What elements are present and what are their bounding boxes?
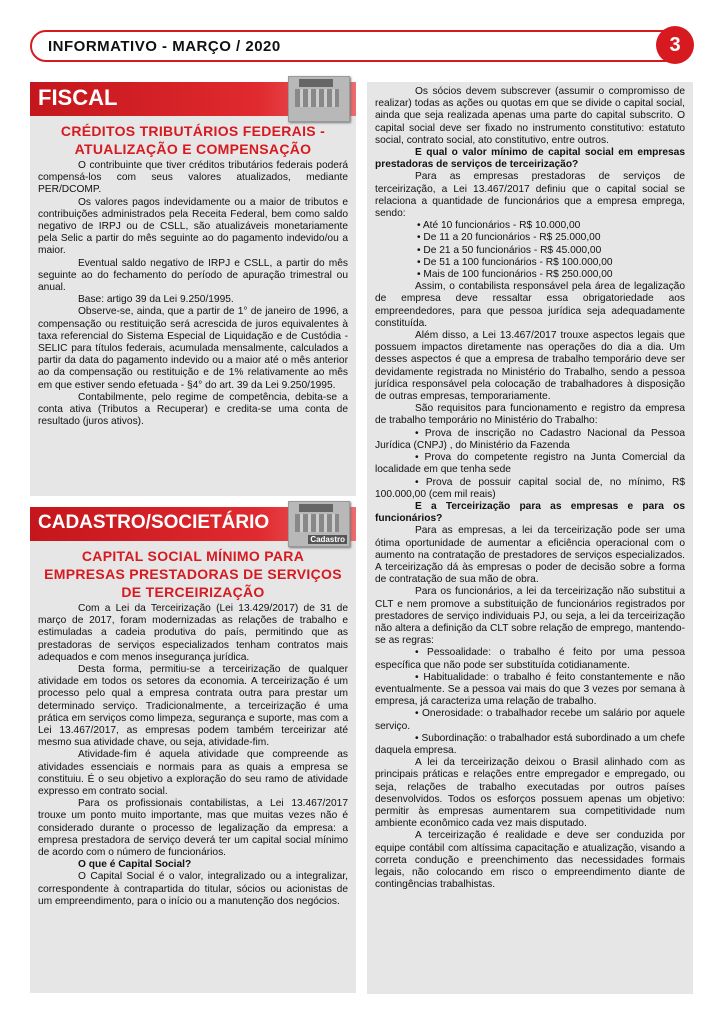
list-item: • Prova do competente registro na Junta Comercial da localidade em que tenha sede [375, 452, 685, 476]
paragraph: A lei da terceirização deixou o Brasil alinhado com as principais práticas e relações entre empregador e empregado, ou seja, relações de trabalho executadas por outros países desenvolvidos. Todos os esforços possuem apenas um objetivo: permitir às empresas aumentarem sua competitividade num ambiente econômico cada vez mais disputado. [375, 757, 685, 830]
paragraph: Eventual saldo negativo de IRPJ e CSLL, a partir do mês seguinte ao do fechamento do período de apuração trimestral ou anual. [38, 257, 348, 294]
paragraph: São requisitos para funcionamento e registro da empresa de trabalho temporário no Ministério do Trabalho: [375, 403, 685, 427]
question-heading: E a Terceirização para as empresas e para os funcionários? [375, 500, 685, 525]
question-heading: E qual o valor mínimo de capital social em empresas prestadoras de serviços de terceirização? [375, 147, 685, 171]
list-item: • Pessoalidade: o trabalho é feito por uma pessoa específica que não pode ser substituída cotidianamente. [375, 647, 686, 671]
paragraph: Para os profissionais contabilistas, a Lei 13.467/2017 trouxe um ponto muito importante, mas que muitas vezes não é considerado durante o processo de legalização da empresa: a empresa prestadora de serviço deverá ter um capital social mínimo de acordo com o número de funcionários. [38, 798, 348, 859]
page-number-badge: 3 [656, 26, 694, 64]
paragraph: Os sócios devem subscrever (assumir o compromisso de realizar) todas as ações ou quotas em que se divide o capital social, ainda que seja realizada apenas uma parte do capital subscrito. O capital social deve ser fixado no instrumento constitutivo: estatuto social, contrato social, ato constitutivo, entre outros. [375, 86, 685, 146]
cadastro-illustration [288, 501, 350, 547]
paragraph: Desta forma, permitiu-se a terceirização de qualquer atividade em todos os setores da economia. A terceirização é um processo pelo qual a empresa contrata outra para prestar um determinado serviço. Tradicionalmente, a terceirização é uma prática em serviços como limpeza, segurança e suporte, mas com a Lei 13.467/2017, as empresas podem também terceirizar até mesmo sua atividade chave, ou seja, atividade-fim. [38, 664, 348, 749]
article-body [30, 603, 356, 908]
section-bar-fiscal [30, 82, 356, 116]
paragraph: Para as empresas prestadoras de serviços de terceirização, a Lei 13.467/2017 definiu que o capital social se relaciona a quantidade de funcionários que a empresa emprega, sendo: [375, 171, 685, 220]
paragraph: O Capital Social é o valor, integralizado ou a integralizar, correspondente à contrapartida do titular, sócios ou acionistas de um empreendimento, para o início ou a manutenção dos negócios. [38, 871, 348, 907]
image-caption: Cadastro [310, 535, 345, 544]
page-header [30, 30, 692, 62]
continuation-column [367, 82, 693, 994]
fiscal-section [30, 82, 356, 496]
paragraph: Observe-se, ainda, que a partir de 1° de janeiro de 1996, a compensação ou restituição será acrescida de juros equivalentes à taxa referencial do Sistema Especial de Liquidação e de Custódia - SELIC para títulos federais, acumulada mensalmente, calculados a partir da data do pagamento indevido ou a maior até o mês anterior ao da compensação ou restituição e de 1% relativamente ao mês em que estiver sendo efetuada - §4° do art. 39 da Lei 9.250/1995. [38, 306, 348, 391]
list-item: • Prova de possuir capital social de, no mínimo, R$ 100.000,00 (cem mil reais) [375, 476, 685, 500]
list-item: • Subordinação: o trabalhador está subordinado a um chefe daquela empresa. [375, 732, 685, 756]
list-item: • De 21 a 50 funcionários - R$ 45.000,00 [417, 245, 685, 257]
article-body [367, 82, 693, 891]
section-label: FISCAL [38, 85, 118, 110]
section-bar-cadastro [30, 507, 356, 544]
list-item: • Prova de inscrição no Cadastro Nacional da Pessoa Jurídica (CNPJ) , do Ministério da Fazenda [375, 427, 685, 451]
paragraph: O contribuinte que tiver créditos tributários federais poderá compensá-los com seus valores atualizados, mediante PER/DCOMP. [38, 160, 348, 196]
calculator-illustration [288, 76, 350, 122]
paragraph: Para as empresas, a lei da terceirização pode ser uma ótima oportunidade de aumentar a eficiência operacional com o aumento na contratação de prestadores de serviços especializados. A terceirização dá às empresas o poder de decisão sobre a forma de contratação de sua mão de obra. [375, 525, 685, 586]
article-title: CRÉDITOS TRIBUTÁRIOS FEDERAIS - ATUALIZAÇÃO E COMPENSAÇÃO [60, 123, 326, 157]
section-label: CADASTRO/SOCIETÁRIO [38, 512, 270, 533]
paragraph: Base: artigo 39 da Lei 9.250/1995. [78, 294, 234, 306]
paragraph: Contabilmente, pelo regime de competência, debita-se a conta ativa (Tributos a Recuperar) e credita-se uma conta de resultado (juros ativos). [38, 391, 348, 428]
list-item: • De 11 a 20 funcionários - R$ 25.000,00 [417, 232, 685, 244]
list-item: • Até 10 funcionários - R$ 10.000,00 [417, 220, 685, 232]
paragraph: Para os funcionários, a lei da terceirização não substitui a CLT e nem promove a substituição de funcionários registrados por prestadores de serviço individuais PJ, ou seja, a lei da terceirização não altera a definição da CLT sobre relação de emprego, mantendo-se as regras: [375, 586, 685, 647]
list-item: • De 51 a 100 funcionários - R$ 100.000,00 [417, 257, 685, 269]
list-item: • Mais de 100 funcionários - R$ 250.000,00 [417, 269, 685, 281]
paragraph: Os valores pagos indevidamente ou a maior de tributos e contribuições administrados pela Receita Federal, bem como saldo negativo de IRPJ ou de CSLL, são atualizáveis monetariamente pela Selic a partir do mês seguinte ao do pagamento indevido/ou a maior. [38, 196, 348, 257]
paragraph: Com a Lei da Terceirização (Lei 13.429/2017) de 31 de março de 2017, foram modernizadas as relações de trabalho e estimuladas a cadeia produtiva do país, permitindo que as prestadoras de serviços especializados tenham contratos mais adequados e com menos insegurança jurídica. [38, 603, 348, 663]
cadastro-section [30, 507, 356, 993]
article-body [30, 160, 356, 428]
paragraph: Atividade-fim é aquela atividade que compreende as atividades essenciais e normais para as quais a empresa se constituiu. É o seu objetivo a exploração do seu ramo de atividade expresso em contrato social. [38, 749, 348, 798]
newsletter-title: INFORMATIVO - MARÇO / 2020 [48, 38, 281, 55]
capital-ranges-list [375, 220, 685, 281]
list-item: • Onerosidade: o trabalhador recebe um salário por aquele serviço. [375, 708, 685, 732]
list-item: • Habitualidade: o trabalho é feito constantemente e não eventualmente. Se a pessoa vai mais do que 3 vezes por semana à empresa, já caracteriza uma relação de trabalho. [375, 671, 685, 708]
paragraph: Além disso, a Lei 13.467/2017 trouxe aspectos legais que possuem impactos diretamente nas operações do dia a dia. Um desses aspectos é que a empresa de trabalho temporário deve ser devidamente registrada no Ministério do Trabalho, sendo a pessoa jurídica responsável pela colocação de trabalhadores à disposição de outras empresas, temporariamente. [375, 330, 685, 403]
article-title: CAPITAL SOCIAL MÍNIMO PARA EMPRESAS PRESTADORAS DE SERVIÇOS DE TERCEIRIZAÇÃO [44, 548, 342, 600]
paragraph: Assim, o contabilista responsável pela área de legalização de empresa deve ressaltar essa obrigatoriedade aos empreendedores, para que pessoa jurídica seja adequadamente constituída. [375, 281, 685, 329]
paragraph: A terceirização é realidade e deve ser conduzida por equipe contábil com altíssima capacitação e atualização, visando a correta condução e preenchimento das necessidades formais legais, não colocando em risco o empreendimento diante de contingências trabalhistas. [375, 830, 685, 891]
question-heading: O que é Capital Social? [78, 859, 192, 871]
